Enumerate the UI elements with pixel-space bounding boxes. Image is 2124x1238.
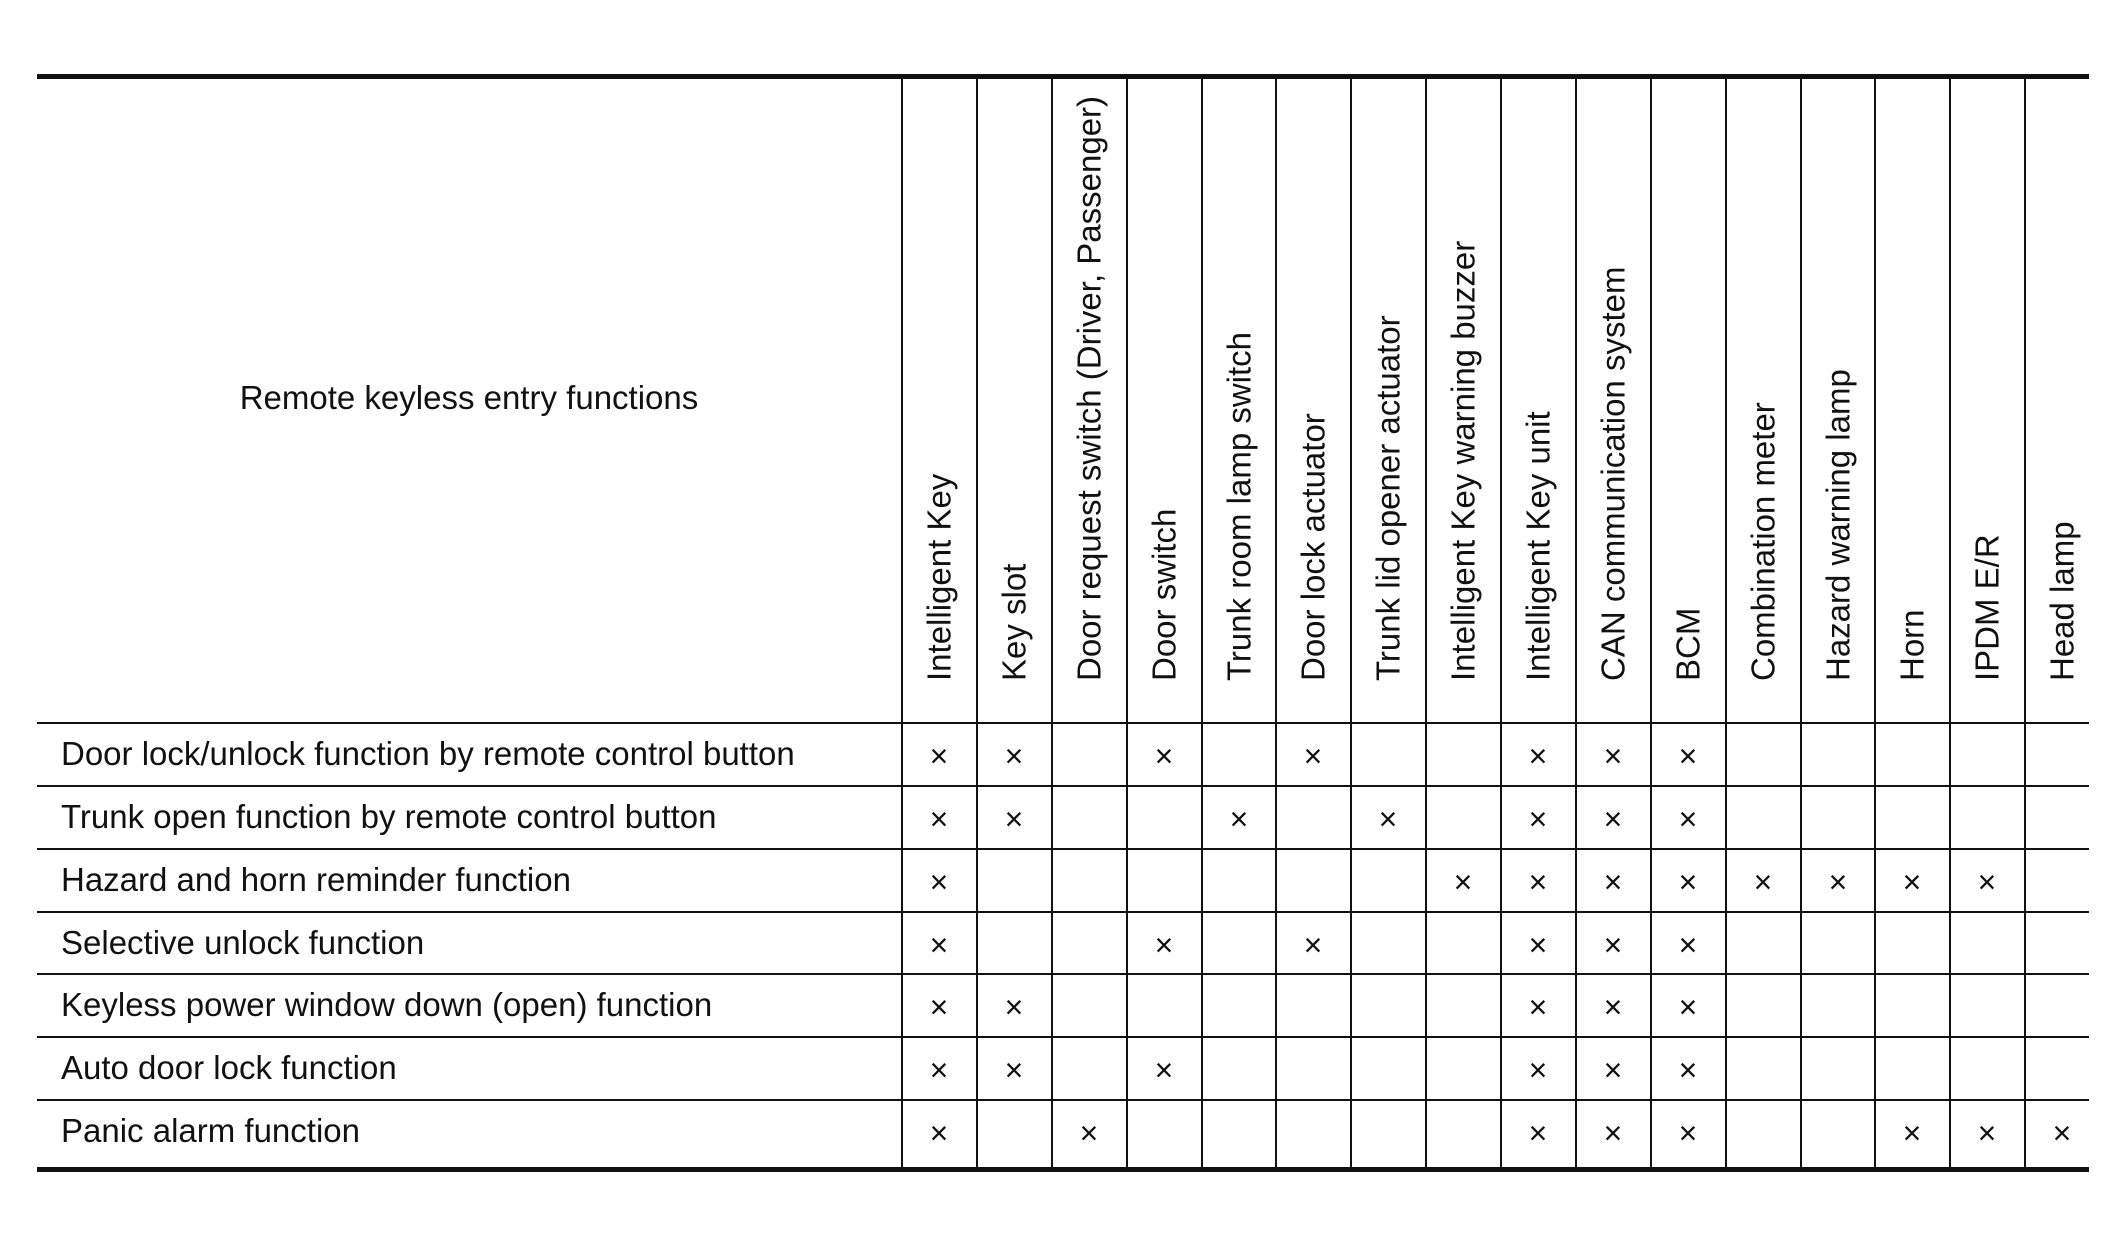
applicable-mark: × — [1977, 1114, 1997, 1151]
applicable-mark: × — [1528, 1114, 1548, 1151]
applicable-mark: × — [1902, 863, 1922, 900]
applicable-mark: × — [1004, 737, 1024, 774]
applicable-mark: × — [2052, 1114, 2072, 1151]
applicable-mark: × — [1828, 863, 1848, 900]
applicable-mark: × — [1603, 737, 1623, 774]
applicable-mark: × — [929, 926, 949, 963]
component-header — [1202, 78, 1276, 714]
component-header — [1052, 78, 1126, 714]
applicable-mark: × — [929, 800, 949, 837]
component-header-label: Head lamp — [2043, 521, 2081, 681]
applicable-mark: × — [1678, 1051, 1698, 1088]
component-header-label: Door request switch (Driver, Passenger) — [1070, 95, 1108, 681]
applicable-mark: × — [1528, 737, 1548, 774]
function-row-label: Trunk open function by remote control button — [61, 797, 717, 835]
function-column-header: Remote keyless entry functions — [239, 379, 699, 416]
applicable-mark: × — [1303, 926, 1323, 963]
component-header-label: IPDM E/R — [1968, 534, 2006, 681]
table-bottom-rule — [37, 1167, 2089, 1172]
applicable-mark: × — [1678, 926, 1698, 963]
applicable-mark: × — [1603, 863, 1623, 900]
component-header — [1651, 78, 1725, 714]
function-row-label: Panic alarm function — [61, 1111, 360, 1149]
component-header-label: CAN communication system — [1594, 266, 1632, 681]
component-header — [902, 78, 976, 714]
applicable-mark: × — [1528, 988, 1548, 1025]
component-header — [1127, 78, 1201, 714]
component-header — [1426, 78, 1500, 714]
component-header — [1351, 78, 1425, 714]
component-header-label: Combination meter — [1744, 402, 1782, 681]
applicable-mark: × — [1603, 1114, 1623, 1151]
applicable-mark: × — [1678, 800, 1698, 837]
applicable-mark: × — [1603, 1051, 1623, 1088]
function-component-matrix — [37, 74, 2089, 1172]
component-header-label: Trunk lid opener actuator — [1369, 315, 1407, 681]
component-header-label: Door switch — [1145, 508, 1183, 681]
applicable-mark: × — [929, 863, 949, 900]
component-header — [1576, 78, 1650, 714]
applicable-mark: × — [929, 988, 949, 1025]
applicable-mark: × — [929, 1114, 949, 1151]
applicable-mark: × — [1902, 1114, 1922, 1151]
applicable-mark: × — [1154, 926, 1174, 963]
component-header — [1950, 78, 2024, 714]
applicable-mark: × — [1004, 800, 1024, 837]
component-header-label: Intelligent Key warning buzzer — [1444, 240, 1482, 681]
applicable-mark: × — [929, 1051, 949, 1088]
component-header — [1801, 78, 1875, 714]
function-row-label: Auto door lock function — [61, 1048, 397, 1086]
component-header-label: Intelligent Key unit — [1519, 411, 1557, 681]
applicable-mark: × — [1079, 1114, 1099, 1151]
component-header-label: Trunk room lamp switch — [1220, 331, 1258, 681]
function-row-label: Door lock/unlock function by remote control button — [61, 734, 795, 772]
applicable-mark: × — [1004, 1051, 1024, 1088]
applicable-mark: × — [1678, 863, 1698, 900]
component-header-label: Hazard warning lamp — [1819, 369, 1857, 681]
function-row-label: Selective unlock function — [61, 923, 425, 961]
component-header — [1875, 78, 1949, 714]
component-header-label: BCM — [1669, 607, 1707, 681]
applicable-mark: × — [1528, 1051, 1548, 1088]
applicable-mark: × — [1678, 1114, 1698, 1151]
component-header — [1501, 78, 1575, 714]
component-header — [2025, 78, 2099, 714]
applicable-mark: × — [1378, 800, 1398, 837]
component-header — [1276, 78, 1350, 714]
applicable-mark: × — [1678, 737, 1698, 774]
component-header-label: Horn — [1893, 609, 1931, 681]
applicable-mark: × — [1528, 926, 1548, 963]
component-header — [977, 78, 1051, 714]
component-header — [1726, 78, 1800, 714]
applicable-mark: × — [1753, 863, 1773, 900]
function-row-label: Hazard and horn reminder function — [61, 860, 571, 898]
applicable-mark: × — [1004, 988, 1024, 1025]
component-header-label: Door lock actuator — [1294, 413, 1332, 681]
applicable-mark: × — [1603, 926, 1623, 963]
applicable-mark: × — [1528, 863, 1548, 900]
applicable-mark: × — [1154, 737, 1174, 774]
applicable-mark: × — [1603, 800, 1623, 837]
function-row-label: Keyless power window down (open) function — [61, 985, 713, 1023]
applicable-mark: × — [1154, 1051, 1174, 1088]
applicable-mark: × — [1453, 863, 1473, 900]
applicable-mark: × — [1303, 737, 1323, 774]
applicable-mark: × — [1678, 988, 1698, 1025]
applicable-mark: × — [1528, 800, 1548, 837]
applicable-mark: × — [1977, 863, 1997, 900]
applicable-mark: × — [929, 737, 949, 774]
applicable-mark: × — [1229, 800, 1249, 837]
component-header-label: Intelligent Key — [920, 473, 958, 681]
applicable-mark: × — [1603, 988, 1623, 1025]
component-header-label: Key slot — [995, 563, 1033, 681]
